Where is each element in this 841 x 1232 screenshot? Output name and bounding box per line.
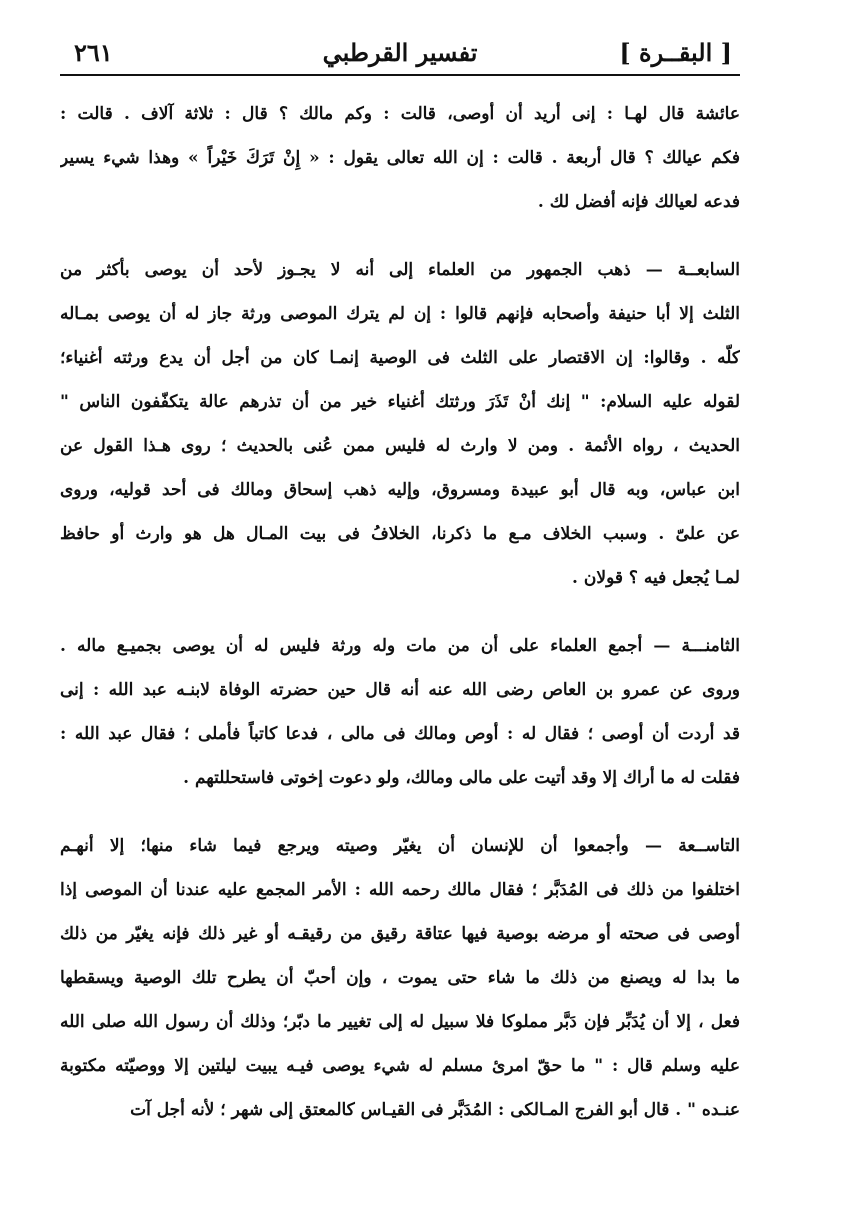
text-line: ما بدا له ويصنع من ذلك ما شاء حتى يموت ، وإن أحبّ أن يطرح تلك الوصية ويسقطها bbox=[60, 968, 740, 988]
text-line: وروى عن عمرو بن العاص رضى الله عنه أنه قال حين حضرته الوفاة لابنـه عبد الله : إنى bbox=[60, 680, 740, 700]
text-line: لمـا يُجعل فيه ؟ قولان . bbox=[572, 568, 740, 588]
text-line: عائشة قال لهـا : إنى أريد أن أوصى، قالت : وكم مالك ؟ قال : ثلاثة آلاف . قالت : bbox=[60, 104, 740, 124]
header-rule bbox=[60, 74, 740, 76]
text-line: اختلفوا من ذلك فى المُدَبَّر ؛ فقال مالك رحمه الله : الأمر المجمع عليه عندنا أن الموصى إذا bbox=[60, 880, 740, 900]
text-line: الثامنـــة — أجمع العلماء على أن من مات وله ورثة فليس له أن يوصى بجميـع ماله . bbox=[60, 636, 740, 656]
text-line: عنـده " . قال أبو الفرج المـالكى : المُدَبَّر فى القيـاس كالمعتق إلى شهر ؛ لأنه أجل آت bbox=[130, 1100, 740, 1120]
text-line: عن علىّ . وسبب الخلاف مـع ما ذكرنا، الخلافُ فى بيت المـال هل هو وارث أو حافظ bbox=[60, 524, 740, 544]
text-line: أوصى فى صحته أو مرضه بوصية فيها عتاقة رقيق من رقيقـه أو غير ذلك فإنه يغيّر من ذلك bbox=[60, 924, 740, 944]
book-page bbox=[60, 0, 740, 1232]
body-text bbox=[60, 92, 740, 1156]
text-line: الثلث إلا أبا حنيفة وأصحابه فإنهم قالوا : إن لم يترك الموصى ورثة جاز له أن يوصى بمـاله bbox=[60, 304, 740, 324]
text-line: لقوله عليه السلام: " إنك أنْ تَذَرَ ورثتك أغنياء خير من أن تذرهم عالة يتكفّفون الناس " bbox=[60, 392, 740, 412]
text-line: الحديث ، رواه الأئمة . ومن لا وارث له فليس ممن عُنى بالحديث ؛ روى هـذا القول عن bbox=[60, 436, 740, 456]
page-header bbox=[60, 30, 740, 76]
paragraph bbox=[60, 624, 740, 800]
text-line: فعل ، إلا أن يُدَبِّر فإن دَبَّر مملوكا فلا سبيل له إلى تغيير ما دبّر؛ وذلك أن رسول الله صلى الله bbox=[60, 1012, 740, 1032]
text-line: فدعه لعيالك فإنه أفضل لك . bbox=[537, 192, 740, 212]
paragraph bbox=[60, 92, 740, 224]
paragraph bbox=[60, 248, 740, 600]
paragraph bbox=[60, 824, 740, 1132]
text-line: التاســعة — وأجمعوا أن للإنسان أن يغيّر وصيته ويرجع فيما شاء منها؛ إلا أنهـم bbox=[60, 836, 740, 856]
text-line: كلّه . وقالوا: إن الاقتصار على الثلث فى الوصية إنمـا كان من أجل أن يدع ورثته أغنياء؛ bbox=[60, 348, 740, 368]
text-line: عليه وسلم قال : " ما حقّ امرئ مسلم له شيء يوصى فيـه يبيت ليلتين إلا ووصيّته مكتوبة bbox=[60, 1056, 740, 1076]
text-line: قد أردت أن أوصى ؛ فقال له : أوص ومالك فى مالى ، فدعا كاتباً فأملى ؛ فقال عبد الله : bbox=[60, 724, 740, 744]
book-title: تفسير القرطبي bbox=[322, 38, 478, 67]
page-number: ٢٦١ bbox=[74, 38, 113, 67]
text-line: السابعــة — ذهب الجمهور من العلماء إلى أنه لا يجـوز لأحد أن يوصى بأكثر من bbox=[60, 260, 740, 280]
text-line: فكم عيالك ؟ قال أربعة . قالت : إن الله تعالى يقول : « إِنْ تَرَكَ خَيْراً » وهذا شيء يسير bbox=[60, 148, 740, 168]
surah-name: [ البقــرة ] bbox=[619, 38, 732, 67]
text-line: ابن عباس، وبه قال أبو عبيدة ومسروق، وإليه ذهب إسحاق ومالك فى أحد قوليه، وروى bbox=[60, 480, 740, 500]
text-line: فقلت له ما أراك إلا وقد أتيت على مالى ومالك، ولو دعوت إخوتى فاستحللتهم . bbox=[183, 768, 740, 788]
